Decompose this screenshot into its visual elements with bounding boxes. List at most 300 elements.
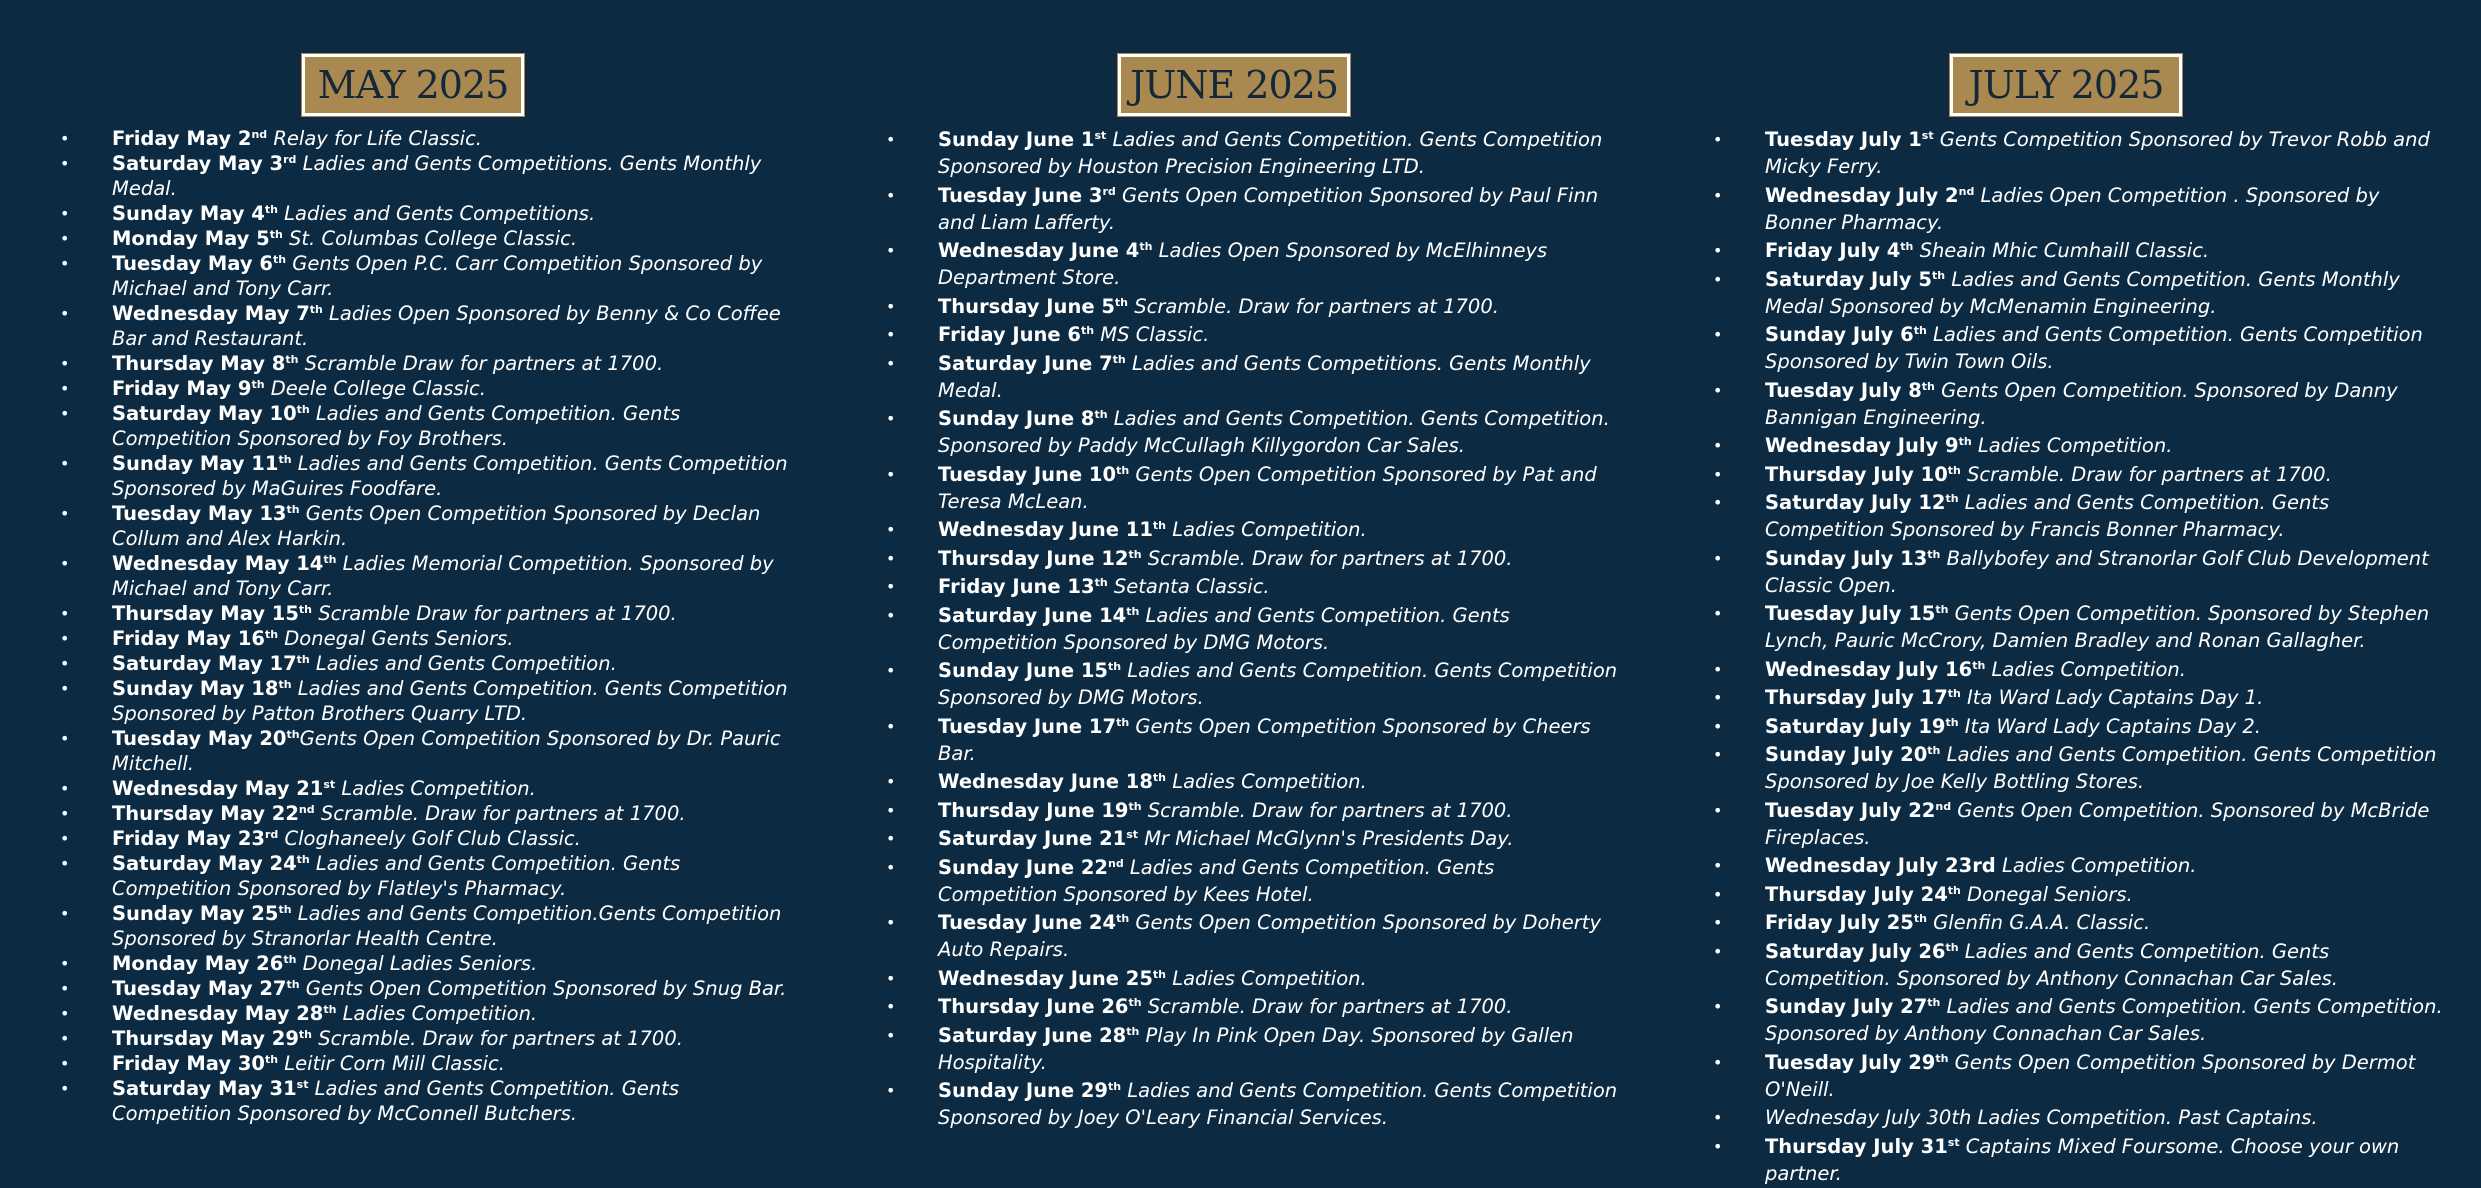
bullet-icon: • — [60, 454, 70, 473]
bullet-icon: • — [1713, 493, 1723, 512]
event-date — [112, 552, 336, 575]
event-date-text: Sunday May 4 — [112, 202, 265, 225]
date-ordinal-suffix: th — [1114, 295, 1129, 309]
event-date — [1765, 799, 1951, 822]
event-date — [938, 659, 1121, 682]
bullet-icon: • — [60, 854, 70, 873]
event-item — [1705, 852, 2445, 879]
date-ordinal-suffix: rd — [265, 828, 279, 841]
event-description: Ladies Competition. — [336, 1002, 538, 1025]
event-date-text: Wednesday July 9 — [1765, 434, 1959, 457]
event-date-text: Sunday June 15 — [938, 659, 1108, 682]
event-date — [1765, 239, 1913, 262]
event-item — [878, 126, 1618, 180]
event-description: Scramble. Draw for partners at 1700. — [1128, 294, 1499, 318]
event-date-text: Wednesday May 14 — [112, 552, 324, 575]
event-description: Scramble. Draw for partners at 1700. — [314, 802, 686, 825]
event-item — [878, 573, 1618, 600]
event-date — [112, 202, 278, 225]
event-description: Ladies and Gents Competition. Gents Competition Sponsored by Foy Brothers. — [112, 402, 681, 450]
event-description: Scramble. Draw for partners at 1700. — [1141, 546, 1513, 570]
event-description: Ladies and Gents Competition. Gents Competition Sponsored by DMG Motors. — [938, 603, 1510, 654]
bullet-icon: • — [60, 804, 70, 823]
event-description: Ladies and Gents Competition. Gents Competition. Sponsored by Paddy McCullagh Killygordon Car Sales. — [938, 407, 1610, 457]
event-date — [1765, 883, 1961, 906]
event-date-text: Wednesday May 28 — [112, 1002, 324, 1025]
bullet-icon: • — [1713, 688, 1723, 707]
bullet-icon: • — [1713, 997, 1723, 1016]
date-ordinal-suffix: th — [1927, 996, 1941, 1009]
date-ordinal-suffix: th — [286, 728, 300, 741]
event-date — [112, 1052, 278, 1075]
bullet-icon: • — [1713, 1108, 1723, 1127]
event-date-text: Sunday June 8 — [938, 407, 1095, 430]
event-description: Relay for Life Classic. — [267, 127, 482, 150]
event-date-text: Tuesday June 24 — [938, 911, 1117, 934]
event-date-text: Sunday July 13 — [1765, 546, 1928, 570]
event-date — [112, 727, 300, 750]
bullet-icon: • — [60, 254, 70, 273]
event-date-text: Thursday May 22 — [112, 802, 299, 825]
event-date-text: Thursday May 29 — [112, 1027, 299, 1050]
bullet-icon: • — [886, 325, 896, 344]
bullet-icon: • — [886, 577, 896, 596]
date-ordinal-suffix: th — [1931, 268, 1946, 282]
event-description: Ladies and Gents Competitions. — [277, 202, 596, 225]
bullet-icon: • — [60, 229, 70, 248]
event-item — [1705, 713, 2445, 740]
date-ordinal-suffix: th — [1900, 240, 1914, 253]
date-ordinal-suffix: th — [285, 353, 299, 366]
event-item — [878, 602, 1618, 656]
event-date-text: Saturday July 12 — [1765, 491, 1946, 514]
event-item — [878, 797, 1618, 824]
date-ordinal-suffix: th — [1152, 519, 1166, 532]
event-item — [52, 826, 792, 851]
bullet-icon: • — [60, 154, 70, 173]
event-item — [1705, 321, 2445, 375]
event-date — [1765, 491, 1959, 514]
event-description: Ita Ward Lady Captains Day 2. — [1958, 714, 2262, 738]
event-description: Gents Open Competition Sponsored by Doherty Auto Repairs. — [938, 911, 1601, 961]
event-description: Gents Open Competition Sponsored by Snug Bar. — [299, 977, 787, 1000]
event-item — [52, 1026, 792, 1051]
date-ordinal-suffix: th — [296, 403, 310, 416]
date-ordinal-suffix: rd — [1102, 184, 1116, 198]
event-date — [112, 152, 296, 175]
event-date-text: Saturday June 28 — [938, 1023, 1127, 1047]
date-ordinal-suffix: nd — [251, 128, 268, 141]
event-item — [52, 726, 792, 776]
date-ordinal-suffix: th — [1945, 492, 1959, 505]
event-date — [112, 652, 310, 675]
event-description: Wednesday July 30th Ladies Competition. Past Captains. — [1765, 1106, 2318, 1129]
event-date-text: Saturday May 24 — [112, 852, 297, 875]
event-description: Ladies Competition. — [1985, 657, 2186, 681]
event-item — [52, 401, 792, 451]
event-date — [112, 827, 278, 850]
event-item — [1705, 909, 2445, 936]
event-item — [878, 909, 1618, 963]
event-date-text: Saturday May 10 — [112, 402, 297, 425]
event-date-text: Thursday June 26 — [938, 995, 1129, 1018]
bullet-icon: • — [1713, 241, 1723, 260]
event-description: Ladies Memorial Competition. Sponsored by Michael and Tony Carr. — [112, 552, 774, 600]
event-description: Donegal Ladies Seniors. — [296, 952, 538, 975]
event-date — [112, 777, 335, 800]
event-item — [52, 676, 792, 726]
bullet-icon: • — [60, 904, 70, 923]
event-item — [878, 1022, 1618, 1076]
event-description: Ladies and Gents Competition. — [309, 652, 617, 675]
event-date-text: Friday July 4 — [1765, 239, 1901, 262]
event-description: Ladies Competition. — [1166, 770, 1367, 793]
bullet-icon: • — [886, 409, 896, 428]
date-ordinal-suffix: th — [1152, 967, 1166, 981]
event-item — [52, 551, 792, 601]
bullet-icon: • — [886, 913, 896, 932]
event-item — [1705, 461, 2445, 488]
event-item — [1705, 237, 2445, 264]
event-description: Ladies Competition. — [1166, 518, 1367, 541]
event-item — [1705, 182, 2445, 236]
date-ordinal-suffix: th — [1927, 547, 1941, 561]
event-date-text: Sunday July 20 — [1765, 743, 1928, 766]
event-item — [878, 768, 1618, 795]
event-description: MS Classic. — [1094, 323, 1210, 346]
event-date — [1765, 686, 1961, 709]
event-description: Cloghaneely Golf Club Classic. — [278, 827, 581, 850]
event-description: Gents Open P.C. Carr Competition Sponsored by Michael and Tony Carr. — [112, 252, 763, 300]
event-date — [1765, 434, 1972, 457]
event-date — [112, 952, 296, 975]
event-description: Ladies Competition. — [335, 777, 536, 800]
event-description: Glenfin G.A.A. Classic. — [1926, 911, 2151, 934]
event-date — [112, 977, 300, 1000]
date-ordinal-suffix: th — [1094, 576, 1108, 589]
event-item — [52, 351, 792, 376]
event-date — [1765, 128, 1934, 151]
event-date-text: Tuesday May 13 — [112, 502, 287, 525]
event-date — [112, 627, 278, 650]
event-date-text: Tuesday May 6 — [112, 252, 273, 275]
date-ordinal-suffix: st — [1921, 129, 1934, 142]
event-item — [52, 776, 792, 801]
bullet-icon: • — [886, 353, 896, 373]
event-date — [1765, 602, 1948, 625]
bullet-icon: • — [60, 1029, 70, 1048]
event-description: Ladies and Gents Competitions. Gents Monthly Medal. — [938, 351, 1591, 402]
event-description: Gents Competition Sponsored by Trevor Robb and Micky Ferry. — [1765, 128, 2430, 178]
bullet-icon: • — [1713, 884, 1723, 904]
event-date-text: Friday May 30 — [112, 1052, 265, 1075]
event-date-text: Wednesday June 18 — [938, 770, 1153, 793]
event-date — [112, 802, 315, 825]
date-ordinal-suffix: th — [1081, 324, 1095, 337]
event-item — [878, 825, 1618, 852]
event-date-text: Friday May 2 — [112, 127, 252, 150]
event-description: Ladies Open Competition . Sponsored by Bonner Pharmacy. — [1765, 183, 2380, 234]
event-date — [938, 128, 1106, 151]
bullet-icon: • — [60, 204, 70, 223]
event-date-text: Saturday July 19 — [1765, 714, 1946, 738]
date-ordinal-suffix: th — [283, 953, 297, 966]
event-date-text: Saturday June 14 — [938, 603, 1127, 627]
event-date-text: Tuesday July 22 — [1765, 798, 1936, 822]
date-ordinal-suffix: th — [1126, 604, 1140, 618]
date-ordinal-suffix: th — [278, 678, 292, 691]
event-item — [1705, 126, 2445, 180]
event-date — [1765, 715, 1959, 738]
date-ordinal-suffix: th — [269, 228, 283, 241]
bullet-icon: • — [60, 604, 70, 623]
event-date — [938, 518, 1166, 541]
event-list — [878, 126, 1618, 1131]
event-date — [1765, 463, 1961, 486]
date-ordinal-suffix: th — [323, 553, 337, 566]
bullet-icon: • — [60, 1004, 70, 1023]
event-date-text: Wednesday June 4 — [938, 239, 1140, 262]
date-ordinal-suffix: th — [251, 378, 265, 391]
bullet-icon: • — [886, 241, 896, 260]
date-ordinal-suffix: th — [1116, 912, 1130, 925]
event-date — [1765, 268, 1945, 291]
date-ordinal-suffix: nd — [298, 803, 315, 816]
month-column-july — [1705, 54, 2445, 1188]
date-ordinal-suffix: th — [265, 1053, 279, 1066]
event-date — [1765, 1051, 1948, 1074]
month-header: JUNE 2025 — [1118, 54, 1350, 116]
event-description: Ladies and Gents Competition. Gents Competition. Sponsored by Anthony Connachan Car Sales. — [1765, 995, 2443, 1045]
event-date-text: Friday June 6 — [938, 323, 1081, 346]
event-date-text: Tuesday May 20 — [112, 727, 287, 750]
event-date — [1765, 379, 1935, 402]
date-ordinal-suffix: th — [1945, 940, 1959, 954]
event-date-text: Sunday July 27 — [1765, 995, 1928, 1018]
event-description: Ita Ward Lady Captains Day 1. — [1960, 686, 2264, 709]
event-date — [938, 547, 1142, 570]
bullet-icon: • — [886, 1025, 896, 1045]
event-item — [52, 226, 792, 251]
event-date — [938, 463, 1129, 486]
event-description: Ladies Competition. — [1995, 854, 2197, 877]
event-item — [878, 516, 1618, 543]
bullet-icon: • — [886, 548, 896, 568]
event-item — [1705, 1133, 2445, 1187]
event-date-text: Sunday June 1 — [938, 128, 1095, 151]
event-date — [938, 799, 1142, 822]
date-ordinal-suffix: th — [278, 453, 292, 466]
event-date — [938, 323, 1094, 346]
date-ordinal-suffix: th — [1913, 912, 1927, 925]
month-header-wrap — [1705, 54, 2445, 116]
event-item — [52, 151, 792, 201]
event-date — [112, 302, 323, 325]
event-date-text: Sunday May 25 — [112, 902, 279, 925]
event-description: Leitir Corn Mill Classic. — [278, 1052, 505, 1075]
event-date — [1765, 1135, 1960, 1158]
event-date — [112, 127, 267, 150]
event-description: Ladies and Gents Competitions. Gents Monthly Medal. — [112, 152, 762, 200]
date-ordinal-suffix: st — [1094, 129, 1107, 142]
event-description: Donegal Gents Seniors. — [278, 627, 514, 650]
event-date — [938, 856, 1124, 879]
date-ordinal-suffix: th — [1128, 996, 1142, 1009]
bullet-icon: • — [886, 829, 896, 848]
event-date-text: Thursday July 31 — [1765, 1134, 1948, 1158]
event-item — [52, 626, 792, 651]
bullet-icon: • — [886, 1081, 896, 1100]
event-item — [878, 405, 1618, 459]
date-ordinal-suffix: th — [1094, 408, 1108, 421]
date-ordinal-suffix: st — [1947, 1135, 1960, 1149]
bullet-icon: • — [1713, 185, 1723, 205]
date-ordinal-suffix: th — [265, 628, 279, 641]
event-date-text: Tuesday June 10 — [938, 462, 1117, 486]
bullet-icon: • — [886, 800, 896, 820]
event-description: Sheain Mhic Cumhaill Classic. — [1913, 239, 2210, 262]
event-date — [938, 295, 1128, 318]
date-ordinal-suffix: th — [296, 853, 310, 866]
bullet-icon: • — [60, 629, 70, 648]
bullet-icon: • — [1713, 1136, 1723, 1156]
bullet-icon: • — [60, 1054, 70, 1073]
event-date-text: Tuesday July 29 — [1765, 1050, 1936, 1074]
event-date-text: Thursday May 8 — [112, 352, 286, 375]
event-date — [112, 252, 286, 275]
event-date — [112, 1077, 308, 1100]
event-date-text: Sunday June 29 — [938, 1079, 1108, 1102]
event-description: Ladies and Gents Competition. Gents Competition Sponsored by DMG Motors. — [938, 659, 1618, 709]
date-ordinal-suffix: th — [1935, 603, 1949, 616]
month-header-wrap — [878, 54, 1618, 116]
event-description: Gents Open Competition Sponsored by Pat and Teresa McLean. — [938, 462, 1597, 513]
bullet-icon: • — [1713, 464, 1723, 484]
event-date-text: Wednesday May 7 — [112, 302, 310, 325]
event-item — [52, 201, 792, 226]
date-ordinal-suffix: th — [1128, 799, 1142, 813]
event-description: Ladies and Gents Competition. Gents Competition Sponsored by Patton Brothers Quarry LTD. — [112, 677, 788, 725]
bullet-icon: • — [60, 654, 70, 673]
date-ordinal-suffix: th — [1958, 435, 1972, 448]
date-ordinal-suffix: nd — [1108, 856, 1124, 870]
event-date — [1765, 854, 1996, 877]
date-ordinal-suffix: st — [296, 1078, 309, 1091]
date-ordinal-suffix: th — [1152, 771, 1166, 784]
bullet-icon: • — [60, 954, 70, 973]
date-ordinal-suffix: th — [323, 1003, 337, 1016]
event-date-text: Monday May 5 — [112, 227, 270, 250]
event-date — [112, 677, 292, 700]
date-ordinal-suffix: nd — [1958, 184, 1975, 198]
event-date-text: Wednesday May 21 — [112, 777, 324, 800]
date-ordinal-suffix: th — [1972, 658, 1986, 672]
event-item — [1705, 993, 2445, 1047]
event-description: Mr Michael McGlynn's Presidents Day. — [1138, 827, 1514, 850]
date-ordinal-suffix: th — [296, 653, 310, 666]
date-ordinal-suffix: th — [1116, 715, 1130, 729]
event-description: Ladies and Gents Competition. Gents Competition Sponsored by Francis Bonner Pharmacy. — [1765, 491, 2330, 541]
event-date — [112, 1002, 336, 1025]
event-date — [1765, 547, 1940, 570]
bullet-icon: • — [886, 716, 896, 736]
bullet-icon: • — [60, 129, 70, 148]
event-date — [112, 1027, 312, 1050]
event-item — [52, 251, 792, 301]
event-description: Setanta Classic. — [1107, 575, 1270, 598]
event-item — [878, 854, 1618, 908]
event-date — [112, 502, 300, 525]
bullet-icon: • — [886, 520, 896, 539]
event-item — [52, 601, 792, 626]
event-date-text: Thursday July 24 — [1765, 882, 1948, 906]
event-item — [1705, 881, 2445, 908]
event-description: Ladies and Gents Competition.Gents Competition Sponsored by Stranorlar Health Centre. — [112, 902, 782, 950]
event-description: Deele College Classic. — [264, 377, 486, 400]
event-date — [1765, 184, 1974, 207]
event-date-text: Wednesday June 11 — [938, 518, 1153, 541]
event-item — [1705, 266, 2445, 320]
bullet-icon: • — [1713, 941, 1723, 961]
event-date-text: Thursday June 12 — [938, 546, 1129, 570]
event-date-text: Saturday July 26 — [1765, 939, 1946, 963]
date-ordinal-suffix: th — [1945, 715, 1959, 729]
event-date-text: Friday May 9 — [112, 377, 252, 400]
event-date — [938, 1024, 1139, 1047]
event-description: Gents Open Competition Sponsored by Cheers Bar. — [938, 714, 1591, 765]
bullet-icon: • — [1713, 913, 1723, 932]
event-item — [52, 301, 792, 351]
event-list — [52, 126, 792, 1126]
date-ordinal-suffix: th — [298, 603, 313, 616]
bullet-icon: • — [60, 829, 70, 848]
bullet-icon: • — [1713, 269, 1723, 289]
bullet-icon: • — [1713, 548, 1723, 568]
event-date — [938, 827, 1138, 850]
event-item — [1705, 432, 2445, 459]
event-description: Gents Open Competition. Sponsored by McBride Fireplaces. — [1765, 798, 2430, 849]
date-ordinal-suffix: st — [323, 778, 336, 791]
event-date — [1765, 323, 1927, 346]
event-date-text: Friday July 25 — [1765, 911, 1914, 934]
event-item — [878, 237, 1618, 291]
date-ordinal-suffix: th — [309, 303, 323, 316]
bullet-icon: • — [1713, 325, 1723, 344]
event-date-text: Tuesday June 17 — [938, 714, 1117, 738]
event-date-text: Saturday June 21 — [938, 827, 1127, 850]
bullet-icon: • — [1713, 745, 1723, 764]
event-date-text: Thursday June 19 — [938, 798, 1129, 822]
event-description: Ladies and Gents Competition. Gents Competition Sponsored by Joey O'Leary Financial Services. — [938, 1079, 1618, 1129]
event-date-text: Saturday May 31 — [112, 1077, 297, 1100]
event-item — [1705, 1104, 2445, 1131]
event-date-text: Thursday May 15 — [112, 602, 299, 625]
event-item — [1705, 741, 2445, 795]
event-date — [112, 852, 310, 875]
event-item — [52, 376, 792, 401]
event-date-text: Sunday July 6 — [1765, 323, 1914, 346]
event-description: Gents Open Competition. Sponsored by Stephen Lynch, Pauric McCrory, Damien Bradley and Ronan Gallagher. — [1765, 602, 2430, 652]
date-ordinal-suffix: th — [1116, 463, 1130, 477]
bullet-icon: • — [60, 979, 70, 998]
event-date — [1765, 658, 1985, 681]
date-ordinal-suffix: th — [1112, 352, 1126, 366]
event-item — [878, 350, 1618, 404]
event-date-text: Friday June 13 — [938, 575, 1095, 598]
event-date — [112, 602, 312, 625]
date-ordinal-suffix: th — [264, 203, 278, 216]
month-header: JULY 2025 — [1950, 54, 2182, 116]
